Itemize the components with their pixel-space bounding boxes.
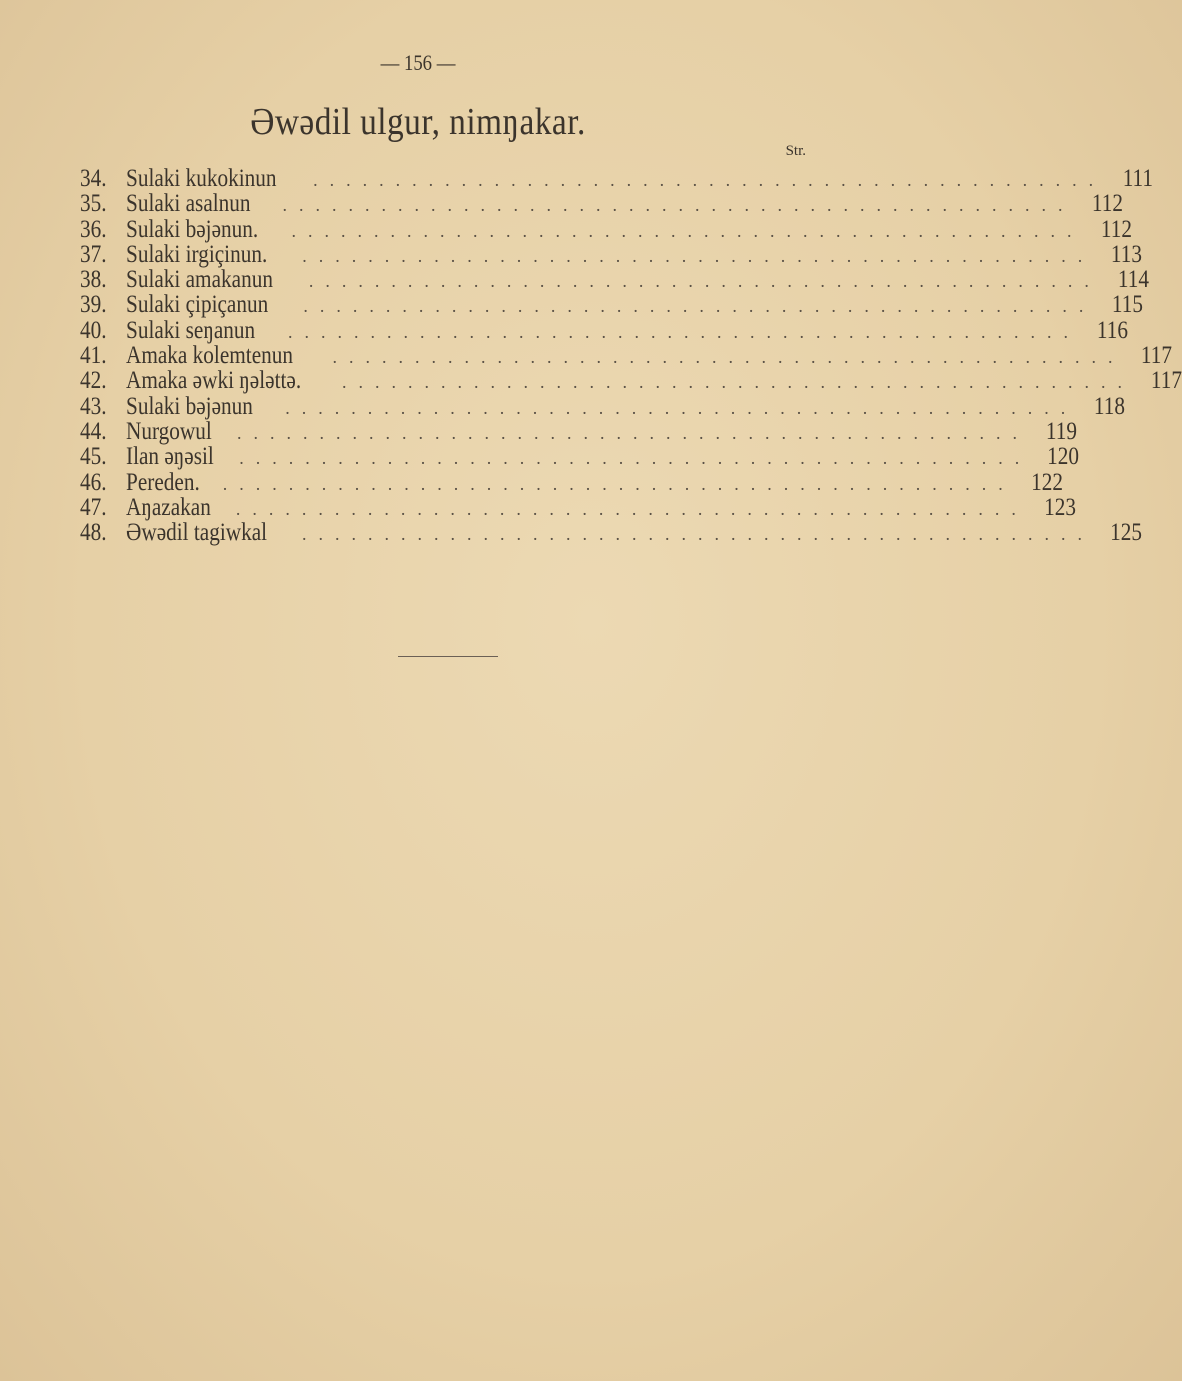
- entry-page: 113: [1111, 240, 1143, 268]
- entry-number: 44.: [80, 417, 107, 445]
- dot-leader: ................................................: [287, 321, 1080, 342]
- toc-entry: [80, 519, 1142, 547]
- entry-page: 112: [1091, 190, 1123, 218]
- toc-entry: [80, 392, 1126, 420]
- entry-page: 118: [1094, 392, 1126, 420]
- entry-title: Amaka kolemtenun: [126, 342, 294, 370]
- entry-title: Pereden.: [126, 468, 200, 496]
- section-title: Əwədil ulgur, nimŋakar.: [250, 101, 586, 143]
- dot-leader: ................................................: [313, 170, 1106, 190]
- entry-page: 114: [1117, 266, 1149, 294]
- toc-entry: [80, 417, 1077, 445]
- dot-leader: ................................................: [239, 448, 1032, 469]
- toc-entry: [80, 493, 1076, 521]
- toc-entry: [80, 291, 1144, 319]
- entry-number: 34.: [80, 165, 107, 192]
- page-column-label: Str.: [785, 143, 806, 159]
- dot-leader: ................................................: [301, 524, 1094, 545]
- section-divider: [398, 656, 498, 657]
- entry-page: 120: [1047, 443, 1080, 471]
- entry-page: 123: [1043, 493, 1076, 521]
- dot-leader: ................................................: [291, 220, 1084, 241]
- dot-leader: ................................................: [303, 296, 1096, 317]
- entry-number: 38.: [80, 266, 107, 294]
- entry-title: Aŋazakan: [126, 493, 211, 521]
- entry-number: 43.: [80, 392, 107, 420]
- toc-entry: [80, 468, 1063, 496]
- entry-title: Sulaki bəjənun.: [126, 215, 259, 243]
- entry-title: Ilan əŋəsil: [126, 443, 214, 471]
- entry-title: Sulaki irgiçinun.: [126, 240, 268, 268]
- entry-title: Sulaki bəjənun: [126, 392, 253, 420]
- toc-entry: [80, 165, 1154, 192]
- entry-page: 112: [1100, 215, 1132, 243]
- entry-page: 117: [1150, 367, 1182, 395]
- toc-entry: [80, 190, 1123, 218]
- entry-page: 116: [1096, 316, 1128, 344]
- entry-number: 46.: [80, 468, 107, 496]
- toc-entry: [80, 342, 1173, 370]
- dot-leader: ................................................: [235, 498, 1028, 519]
- entry-number: 45.: [80, 443, 107, 471]
- entry-title: Sulaki kukokinun: [126, 165, 277, 192]
- entry-title: Sulaki çipiçanun: [126, 291, 269, 319]
- toc-entry: [80, 316, 1128, 344]
- entry-number: 37.: [80, 240, 107, 268]
- entry-number: 35.: [80, 190, 107, 218]
- entry-page: 122: [1030, 468, 1063, 496]
- dot-leader: ................................................: [236, 422, 1029, 443]
- entry-number: 36.: [80, 215, 107, 243]
- entry-page: 115: [1112, 291, 1144, 319]
- entry-page: 111: [1122, 165, 1154, 192]
- toc-entry: [80, 266, 1149, 294]
- dot-leader: ................................................: [308, 271, 1101, 292]
- dot-leader: ................................................: [282, 195, 1075, 216]
- entry-title: Sulaki amakanun: [126, 266, 273, 294]
- dot-leader: ................................................: [222, 473, 1015, 494]
- entry-number: 42.: [80, 367, 107, 395]
- toc-entry: [80, 367, 1182, 395]
- toc-entry: [80, 240, 1143, 268]
- table-of-contents: [80, 165, 1182, 547]
- dot-leader: ................................................: [342, 372, 1135, 393]
- entry-number: 39.: [80, 291, 107, 319]
- dot-leader: ................................................: [285, 397, 1078, 418]
- page-number: — 156 —: [380, 50, 456, 75]
- entry-page: 125: [1110, 519, 1142, 547]
- entry-number: 47.: [80, 493, 107, 521]
- entry-title: Amaka əwki ŋələttə.: [126, 367, 302, 395]
- entry-title: Əwədil tagiwkal: [126, 519, 268, 547]
- entry-title: Nurgowul: [126, 417, 212, 445]
- entry-page: 117: [1141, 342, 1173, 370]
- toc-entry: [80, 443, 1080, 471]
- entry-title: Sulaki seŋanun: [126, 316, 256, 344]
- dot-leader: ................................................: [302, 245, 1095, 266]
- dot-leader: ................................................: [332, 347, 1125, 368]
- toc-entry: [80, 215, 1132, 243]
- entry-page: 119: [1045, 417, 1077, 445]
- entry-number: 40.: [80, 316, 107, 344]
- entry-title: Sulaki asalnun: [126, 190, 251, 218]
- entry-number: 41.: [80, 342, 107, 370]
- entry-number: 48.: [80, 519, 107, 547]
